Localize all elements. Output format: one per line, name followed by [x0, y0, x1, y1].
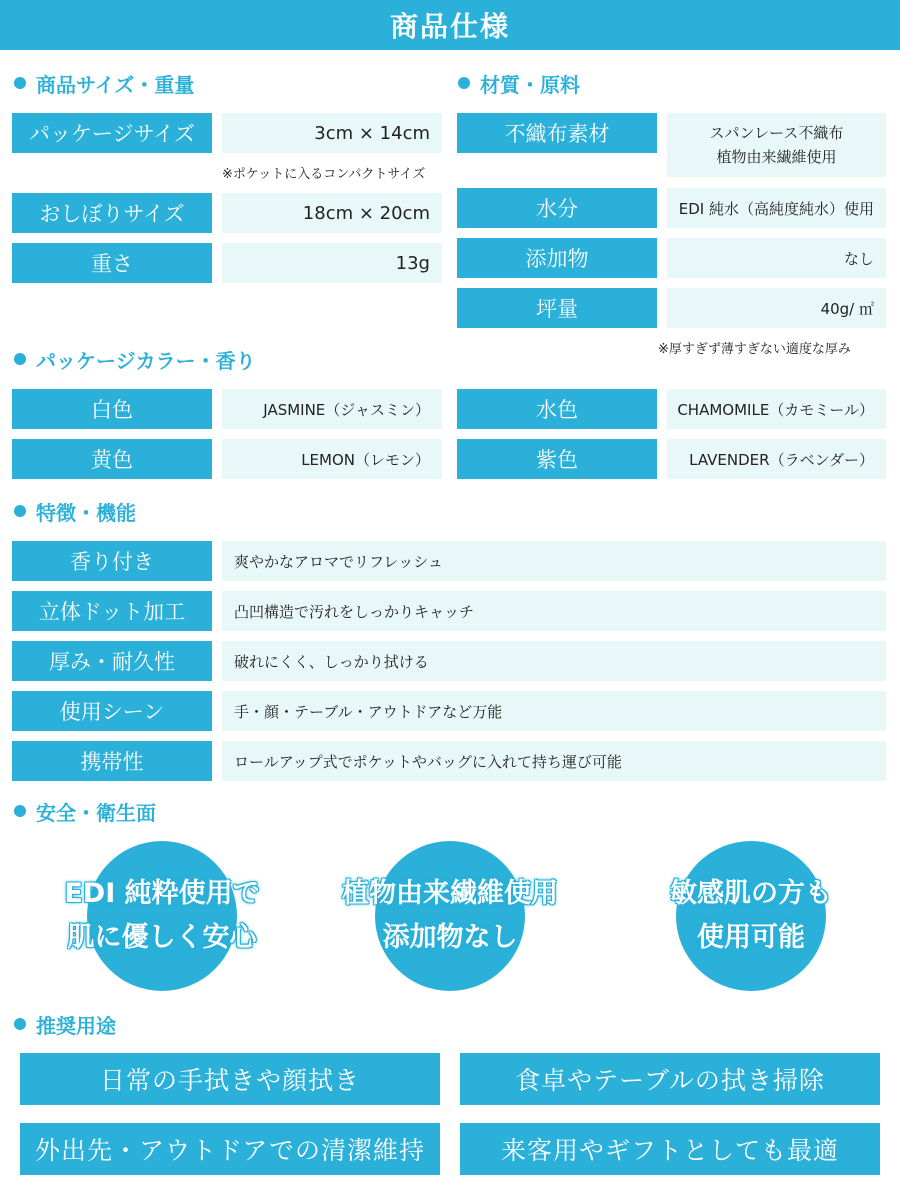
value-moisture: EDI 純水（高純度純水）使用 — [667, 188, 886, 228]
value-scent-lavender: LAVENDER（ラベンダー） — [667, 439, 886, 479]
value-feature-scene: 手・顔・テーブル・アウトドアなど万能 — [222, 691, 886, 731]
value-feature-durability: 破れにくく、しっかり拭ける — [222, 641, 886, 681]
label-feature-portability: 携帯性 — [12, 741, 212, 781]
value-nonwoven: スパンレース不織布 植物由来繊維使用 — [667, 113, 886, 177]
bullet-icon — [458, 77, 470, 89]
safety-text-edi: EDI 純粋使用で 肌に優しく安心 — [64, 878, 260, 953]
usage-item-outdoor: 外出先・アウトドアでの清潔維持 — [20, 1123, 440, 1175]
note-compact-size: ※ポケットに入るコンパクトサイズ — [222, 167, 426, 182]
note-thickness: ※厚すぎず薄すぎない適度な厚み — [658, 342, 851, 357]
value-weight: 13g — [222, 243, 442, 283]
bullet-icon — [14, 505, 26, 517]
value-scent-lemon: LEMON（レモン） — [222, 439, 442, 479]
bullet-icon — [14, 805, 26, 817]
value-feature-scented: 爽やかなアロマでリフレッシュ — [222, 541, 886, 581]
label-oshibori-size: おしぼりサイズ — [12, 193, 212, 233]
section-title-colors: パッケージカラー・香り — [14, 346, 256, 372]
value-feature-portability: ロールアップ式でポケットやバッグに入れて持ち運び可能 — [222, 741, 886, 781]
value-basis-weight: 40g/ ㎡ — [667, 288, 886, 328]
section-title-safety: 安全・衛生面 — [14, 798, 156, 824]
usage-item-gift: 来客用やギフトとしても最適 — [460, 1123, 880, 1175]
bullet-icon — [14, 77, 26, 89]
label-color-yellow: 黄色 — [12, 439, 212, 479]
label-moisture: 水分 — [457, 188, 657, 228]
bullet-icon — [14, 1018, 26, 1030]
value-additives: なし — [667, 238, 886, 278]
label-color-purple: 紫色 — [457, 439, 657, 479]
page-banner — [0, 0, 900, 50]
section-title-features: 特徴・機能 — [14, 498, 136, 524]
label-color-white: 白色 — [12, 389, 212, 429]
usage-item-table: 食卓やテーブルの拭き掃除 — [460, 1053, 880, 1105]
section-title-usage: 推奨用途 — [14, 1011, 116, 1037]
label-color-lightblue: 水色 — [457, 389, 657, 429]
value-package-size: 3cm × 14cm — [222, 113, 442, 153]
section-title-material: 材質・原料 — [458, 70, 580, 96]
banner-title: 商品仕様 — [389, 10, 510, 43]
value-scent-jasmine: JASMINE（ジャスミン） — [222, 389, 442, 429]
usage-item-hand-face: 日常の手拭きや顔拭き — [20, 1053, 440, 1105]
label-feature-scented: 香り付き — [12, 541, 212, 581]
value-scent-chamomile: CHAMOMILE（カモミール） — [667, 389, 886, 429]
label-feature-durability: 厚み・耐久性 — [12, 641, 212, 681]
label-package-size: パッケージサイズ — [12, 113, 212, 153]
bullet-icon — [14, 353, 26, 365]
safety-text-plant: 植物由来繊維使用 添加物なし — [342, 878, 558, 953]
label-feature-scene: 使用シーン — [12, 691, 212, 731]
label-feature-dot: 立体ドット加工 — [12, 591, 212, 631]
label-weight: 重さ — [12, 243, 212, 283]
safety-text-sensitive: 敏感肌の方も 使用可能 — [670, 878, 832, 953]
label-nonwoven: 不織布素材 — [457, 113, 657, 153]
label-additives: 添加物 — [457, 238, 657, 278]
value-oshibori-size: 18cm × 20cm — [222, 193, 442, 233]
value-feature-dot: 凸凹構造で汚れをしっかりキャッチ — [222, 591, 886, 631]
label-basis-weight: 坪量 — [457, 288, 657, 328]
section-title-size-weight: 商品サイズ・重量 — [14, 70, 194, 96]
